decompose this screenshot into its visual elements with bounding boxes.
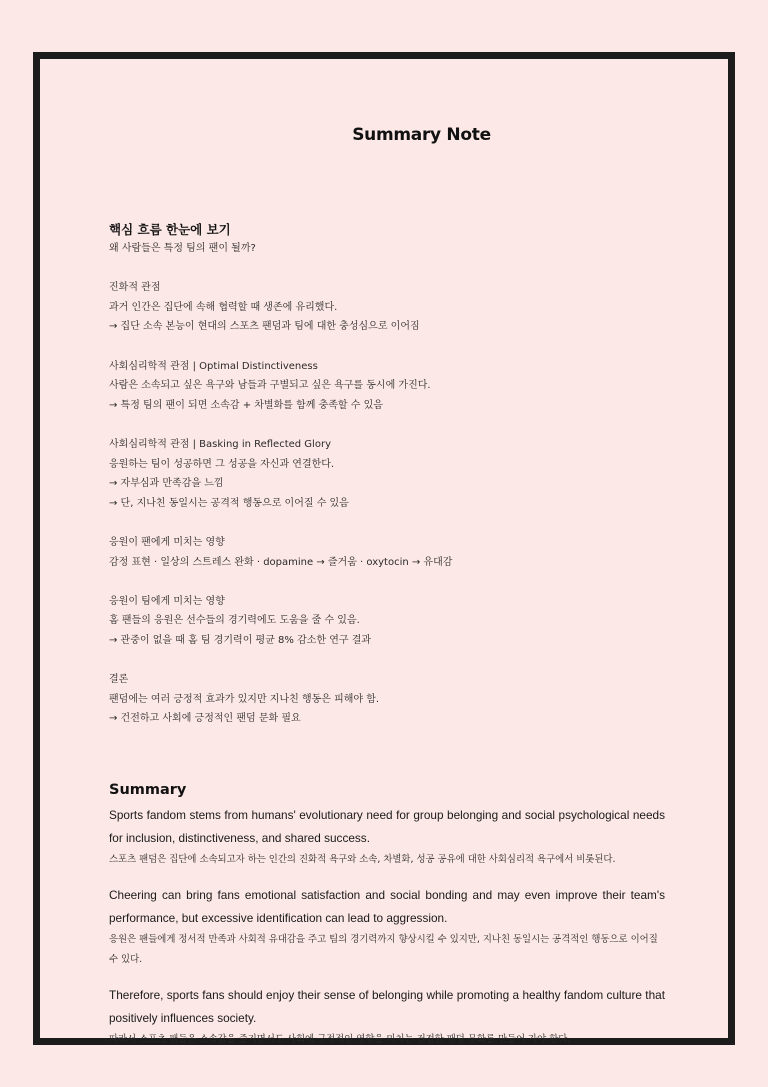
outline-line: 사회심리학적 관점 | Basking in Reflected Glory [109, 438, 331, 450]
summary-english-text: Sports fandom stems from humans' evolutionary need for group belonging and social psychological needs for inclusion, distinctiveness, and shared success. [109, 808, 665, 845]
outline-heading: 핵심 흐름 한눈에 보기 [109, 222, 231, 237]
outline-line: 왜 사람들은 특정 팀의 팬이 될까? [109, 243, 256, 254]
summary-paragraph [109, 884, 665, 970]
note-frame [33, 52, 735, 1045]
outline-line: 사회심리학적 관점 | Optimal Distinctiveness [109, 360, 318, 372]
summary-english-text: Cheering can bring fans emotional satisfaction and social bonding and may even improve their team's performance, but excessive identification can lead to aggression. [109, 888, 665, 925]
outline-block [109, 357, 452, 416]
outline-line: → 집단 소속 본능이 현대의 스포츠 팬덤과 팀에 대한 충성심으로 이어짐 [109, 321, 420, 333]
summary-paragraph [109, 984, 665, 1050]
summary-section [109, 779, 665, 1064]
summary-paragraph [109, 804, 665, 870]
summary-korean-text: 스포츠 팬덤은 집단에 소속되고자 하는 인간의 진화적 욕구와 소속, 차별화, 성공 공유에 대한 사회심리적 욕구에서 비롯된다. [109, 854, 616, 865]
outline-line: → 관중이 없을 때 홈 팀 경기력이 평균 8% 감소한 연구 결과 [109, 634, 372, 646]
outline-block [109, 592, 452, 651]
outline-line: 응원하는 팀이 성공하면 그 성공을 자신과 연결한다. [109, 458, 335, 470]
outline-line: 팬덤에는 여러 긍정적 효과가 있지만 지나친 행동은 피해야 함. [109, 693, 380, 705]
outline-line: 과거 인간은 집단에 속해 협력할 때 생존에 유리했다. [109, 301, 338, 313]
outline-line: → 단, 지나친 동일시는 공격적 행동으로 이어질 수 있음 [109, 497, 349, 509]
outline-block [109, 435, 452, 513]
outline-line: → 자부심과 만족감을 느낌 [109, 478, 224, 490]
outline-line: 진화적 관점 [109, 282, 161, 294]
outline-line: 사람은 소속되고 싶은 욕구와 남들과 구별되고 싶은 욕구를 동시에 가진다. [109, 380, 431, 392]
outline-line: 응원이 팬에게 미치는 영향 [109, 536, 225, 548]
outline-block [109, 239, 452, 259]
outline-line: 응원이 팀에게 미치는 영향 [109, 595, 225, 607]
summary-korean-text: 응원은 팬들에게 정서적 만족과 사회적 유대감을 주고 팀의 경기력까지 향상시킬 수 있지만, 지나친 동일시는 공격적인 행동으로 이어질 수 있다. [109, 934, 658, 965]
summary-heading: Summary [109, 782, 187, 798]
outline-line: → 건전하고 사회에 긍정적인 팬덤 문화 필요 [109, 713, 301, 725]
outline-line: 홈 팬들의 응원은 선수들의 경기력에도 도움을 줄 수 있음. [109, 615, 360, 627]
outline-line: 감정 표현 · 일상의 스트레스 완화 · dopamine → 즐거움 · oxytocin → 유대감 [109, 556, 453, 568]
outline-line: 결론 [109, 674, 129, 686]
summary-korean-text: 따라서 스포츠 팬들은 소속감을 즐기면서도 사회에 긍정적인 영향을 미치는 건전한 팬덤 문화를 만들어 가야 한다. [109, 1034, 571, 1045]
outline-block [109, 533, 452, 572]
page-title: Summary Note [352, 125, 491, 145]
outline-line: → 특정 팀의 팬이 되면 소속감 + 차별화를 함께 충족할 수 있음 [109, 399, 383, 411]
outline-section [109, 218, 452, 748]
outline-block [109, 278, 452, 337]
outline-block [109, 670, 452, 729]
summary-english-text: Therefore, sports fans should enjoy their sense of belonging while promoting a healthy fandom culture that positively influences society. [109, 988, 665, 1025]
